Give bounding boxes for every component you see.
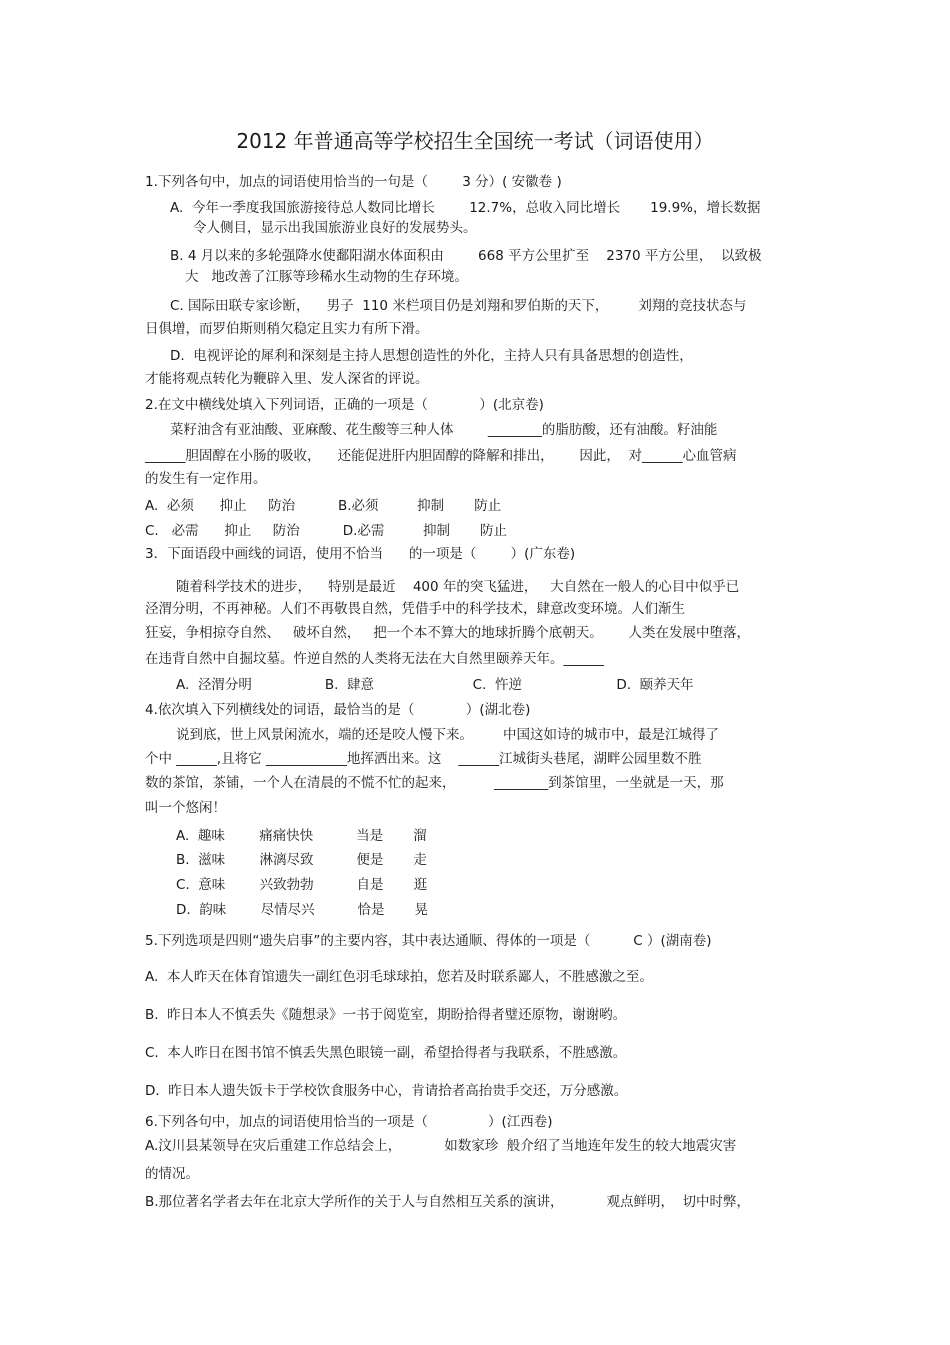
q1-option-b-line2: 大 地改善了江豚等珍稀水生动物的生存环境。: [185, 269, 468, 285]
q2-options-ab: A. 必须 抑止 防治 B.必须 抑制 防止: [145, 498, 502, 514]
q4-option-b: B. 滋味 淋漓尽致 便是 走: [176, 852, 427, 868]
q5-option-b: B. 昨日本人不慎丢失《随想录》一书于阅览室，期盼拾得者璧还原物，谢谢哟。: [145, 1007, 627, 1023]
q1-stem: 1.下列各句中，加点的词语使用恰当的一句是（ 3 分）( 安徽卷 ): [145, 174, 562, 190]
q3-passage-line3: 狂妄，争相掠夺自然、 破坏自然， 把一个本不算大的地球折腾个底朝天。 人类在发展中堕落，: [145, 625, 750, 641]
q4-option-d: D. 韵味 尽情尽兴 恰是 晃: [176, 902, 429, 918]
q1-option-d-line1: D. 电视评论的犀利和深刻是主持人思想创造性的外化，主持人只有具备思想的创造性，: [170, 348, 693, 364]
q1-option-c-line2: 日俱增，而罗伯斯则稍欠稳定且实力有所下滑。: [145, 321, 429, 337]
q6-stem: 6.下列各句中，加点的词语使用恰当的一项是（ ）(江西卷): [145, 1114, 553, 1130]
q5-option-d: D. 昨日本人遗失饭卡于学校饮食服务中心，肯请拾者高抬贵手交还，万分感激。: [145, 1083, 628, 1099]
q1-option-a-line1: A. 今年一季度我国旅游接待总人数同比增长 12.7%，总收入同比增长 19.9%，增长数据: [170, 200, 761, 216]
q5-stem: 5.下列选项是四则“遗失启事”的主要内容，其中表达通顺、得体的一项是（ C ）(湖南卷): [145, 933, 712, 949]
q3-options: A. 泾渭分明 B. 肆意 C. 忤逆 D. 颐养天年: [176, 677, 694, 693]
q1-option-a-line2: 令人侧目，显示出我国旅游业良好的发展势头。: [193, 220, 477, 236]
page-title: 2012 年普通高等学校招生全国统一考试（词语使用）: [236, 129, 714, 153]
q5-option-a: A. 本人昨天在体育馆遗失一副红色羽毛球球拍，您若及时联系鄙人，不胜感激之至。: [145, 969, 653, 985]
q1-option-c-line1: C. 国际田联专家诊断， 男子 110 米栏项目仍是刘翔和罗伯斯的天下， 刘翔的竞技状态与: [170, 298, 747, 314]
q6-option-a-line2: 的情况。: [145, 1166, 199, 1182]
q6-option-a-line1: A.汶川县某领导在灾后重建工作总结会上， 如数家珍 般介绍了当地连年发生的较大地震灾害: [145, 1138, 737, 1154]
q4-option-c: C. 意味 兴致勃勃 自是 逛: [176, 877, 428, 893]
q3-passage-line2: 泾渭分明，不再神秘。人们不再敬畏自然，凭借手中的科学技术，肆意改变环境。人们渐生: [145, 601, 685, 617]
q4-passage-line1: 说到底，世上风景闲流水，端的还是咬人慢下来。 中国这如诗的城市中，最是江城得了: [176, 727, 720, 743]
q3-passage-line4: 在违背自然中自掘坟墓。忤逆自然的人类将无法在大自然里颐养天年。______: [145, 651, 604, 667]
q3-stem: 3．下面语段中画线的词语，使用不恰当 的一项是（ ）(广东卷): [145, 546, 576, 562]
q3-passage-line1: 随着科学技术的进步， 特别是最近 400 年的突飞猛进， 大自然在一般人的心目中似乎已: [176, 579, 740, 595]
q6-option-b-line1: B.那位著名学者去年在北京大学所作的关于人与自然相互关系的演讲， 观点鲜明， 切中时弊，: [145, 1194, 751, 1210]
q1-option-b-line1: B. 4 月以来的多轮强降水使鄱阳湖水体面积由 668 平方公里扩至 2370 平方公里， 以致极: [170, 248, 762, 264]
q4-passage-line4: 叫一个悠闲！: [145, 800, 226, 816]
q2-stem: 2.在文中横线处填入下列词语，正确的一项是（ ）(北京卷): [145, 397, 544, 413]
q2-passage-line1: 菜籽油含有亚油酸、亚麻酸、花生酸等三种人体 ________的脂肪酸，还有油酸。籽油能: [170, 422, 718, 438]
q4-passage-line2: 个中 ______,且将它 ____________地挥洒出来。这 ______江城街头巷尾，湖畔公园里数不胜: [145, 751, 702, 767]
q2-options-cd: C. 必需 抑止 防治 D.必需 抑制 防止: [145, 523, 508, 539]
q4-stem: 4.依次填入下列横线处的词语，最恰当的是（ ）(湖北卷): [145, 702, 531, 718]
q4-passage-line3: 数的茶馆，茶铺，一个人在清晨的不慌不忙的起来， ________到茶馆里，一坐就是一天，那: [145, 775, 724, 791]
q1-option-d-line2: 才能将观点转化为鞭辟入里、发人深省的评说。: [145, 371, 429, 387]
q4-option-a: A. 趣味 痛痛快快 当是 溜: [176, 828, 427, 844]
q2-passage-line2: ______胆固醇在小肠的吸收， 还能促进肝内胆固醇的降解和排出， 因此， 对______心血管病: [145, 448, 737, 464]
q2-passage-line3: 的发生有一定作用。: [145, 471, 267, 487]
q5-option-c: C. 本人昨日在图书馆不慎丢失黑色眼镜一副，希望拾得者与我联系，不胜感激。: [145, 1045, 627, 1061]
